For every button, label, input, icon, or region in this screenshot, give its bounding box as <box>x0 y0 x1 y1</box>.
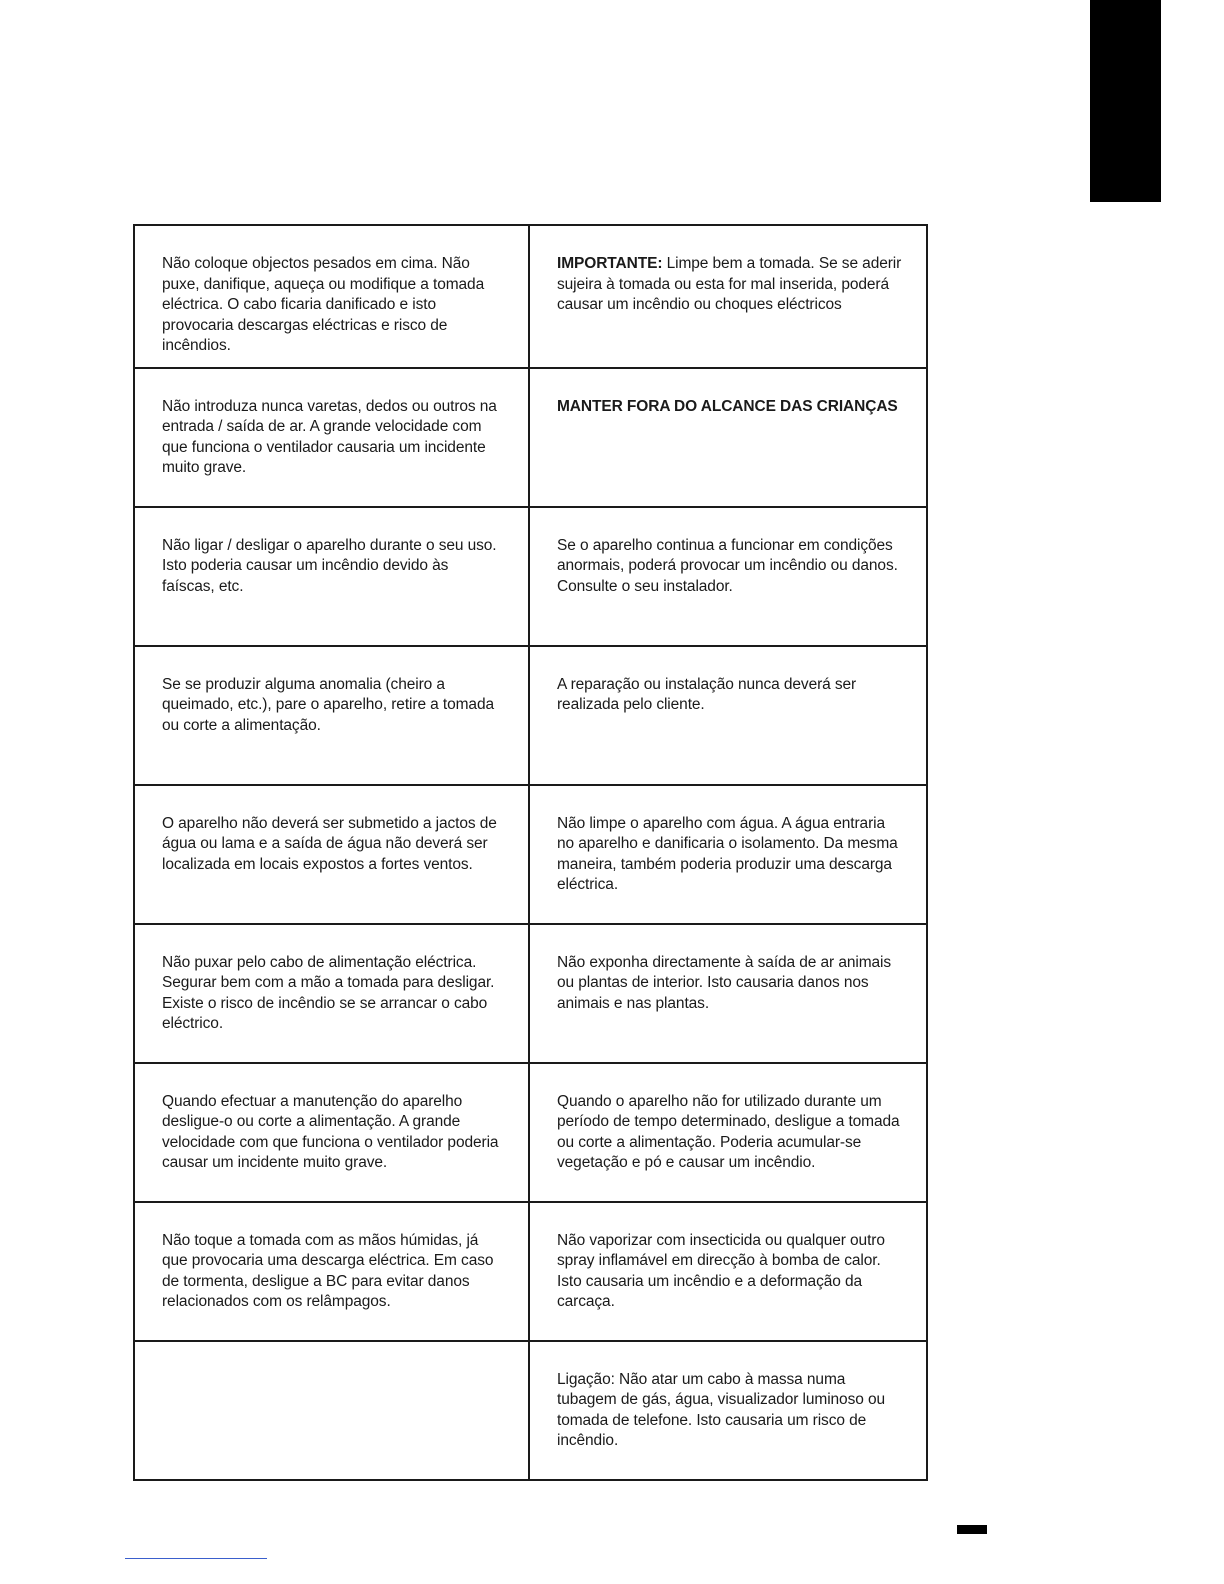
table-row <box>134 225 927 368</box>
warning-text: Não toque a tomada com as mãos húmidas, já que provocaria uma descarga eléctrica. Em caso de tormenta, desligue a BC para evitar danos relacionados com os relâmpagos. <box>162 1231 494 1310</box>
warning-text: Ligação: Não atar um cabo à massa numa tubagem de gás, água, visualizador luminoso ou tomada de telefone. Isto causaria um risco de incêndio. <box>557 1370 885 1449</box>
warning-text: Não puxar pelo cabo de alimentação eléctrica. Segurar bem com a mão a tomada para desligar. Existe o risco de incêndio se se arrancar o cabo eléctrico. <box>162 953 495 1032</box>
warning-cell <box>529 646 927 785</box>
table-row <box>134 368 927 507</box>
warning-cell <box>134 785 529 924</box>
warning-cell <box>529 507 927 646</box>
warning-cell <box>529 368 927 507</box>
table-row <box>134 785 927 924</box>
warning-text: Quando o aparelho não for utilizado durante um período de tempo determinado, desligue a tomada ou corte a alimentação. Poderia acumular-se vegetação e pó e causar um incêndio. <box>557 1092 900 1171</box>
warning-cell <box>134 368 529 507</box>
warning-text: O aparelho não deverá ser submetido a jactos de água ou lama e a saída de água não deverá ser localizada em locais expostos a fortes ventos. <box>162 814 497 873</box>
warning-cell <box>134 646 529 785</box>
warning-label: MANTER FORA DO ALCANCE DAS CRIANÇAS <box>557 397 898 415</box>
warning-text: Limpe bem a tomada. Se se aderir sujeira à tomada ou esta for mal inserida, poderá causar um incêndio ou choques eléctricos <box>557 255 902 313</box>
table-row <box>134 507 927 646</box>
warning-text: Não ligar / desligar o aparelho durante o seu uso. Isto poderia causar um incêndio devido às faíscas, etc. <box>162 536 497 595</box>
warning-cell <box>529 1202 927 1341</box>
warning-cell <box>529 225 927 368</box>
warning-cell <box>529 785 927 924</box>
page-marker-dash <box>957 1525 987 1534</box>
warning-cell <box>134 1063 529 1202</box>
table-row <box>134 1063 927 1202</box>
section-tab-marker <box>1090 0 1161 202</box>
warning-text: Não coloque objectos pesados em cima. Não puxe, danifique, aqueça ou modifique a tomada eléctrica. O cabo ficaria danificado e isto provocaria descargas eléctricas e risco de incêndios. <box>162 255 485 354</box>
warning-label: IMPORTANTE: <box>557 255 663 272</box>
table-row <box>134 646 927 785</box>
warning-text: Não exponha directamente à saída de ar animais ou plantas de interior. Isto causaria danos nos animais e nas plantas. <box>557 953 892 1012</box>
warning-cell <box>529 1341 927 1480</box>
warning-text: Quando efectuar a manutenção do aparelho desligue-o ou corte a alimentação. A grande velocidade com que funciona o ventilador poderia causar um incidente muito grave. <box>162 1092 499 1171</box>
table-row <box>134 1202 927 1341</box>
table-row <box>134 924 927 1063</box>
empty-cell <box>134 1341 529 1480</box>
footer-rule <box>125 1558 267 1559</box>
warning-text: A reparação ou instalação nunca deverá ser realizada pelo cliente. <box>557 675 857 713</box>
warning-cell <box>529 1063 927 1202</box>
warning-text: Não vaporizar com insecticida ou qualquer outro spray inflamável em direcção à bomba de calor. Isto causaria um incêndio e a deformação da carcaça. <box>557 1231 885 1310</box>
warning-cell <box>134 924 529 1063</box>
warning-text: Se se produzir alguma anomalia (cheiro a queimado, etc.), pare o aparelho, retire a tomada ou corte a alimentação. <box>162 675 494 734</box>
warning-cell <box>134 507 529 646</box>
warning-cell <box>134 1202 529 1341</box>
warning-text: Se o aparelho continua a funcionar em condições anormais, poderá provocar um incêndio ou danos. Consulte o seu instalador. <box>557 536 898 595</box>
warning-text: Não introduza nunca varetas, dedos ou outros na entrada / saída de ar. A grande velocidade com que funciona o ventilador causaria um incidente muito grave. <box>162 397 497 476</box>
warning-cell <box>134 225 529 368</box>
warning-text: Não limpe o aparelho com água. A água entraria no aparelho e danificaria o isolamento. Da mesma maneira, também poderia produzir uma descarga eléctrica. <box>557 814 898 893</box>
safety-warnings-table <box>133 224 928 1481</box>
warning-cell <box>529 924 927 1063</box>
table-row <box>134 1341 927 1480</box>
